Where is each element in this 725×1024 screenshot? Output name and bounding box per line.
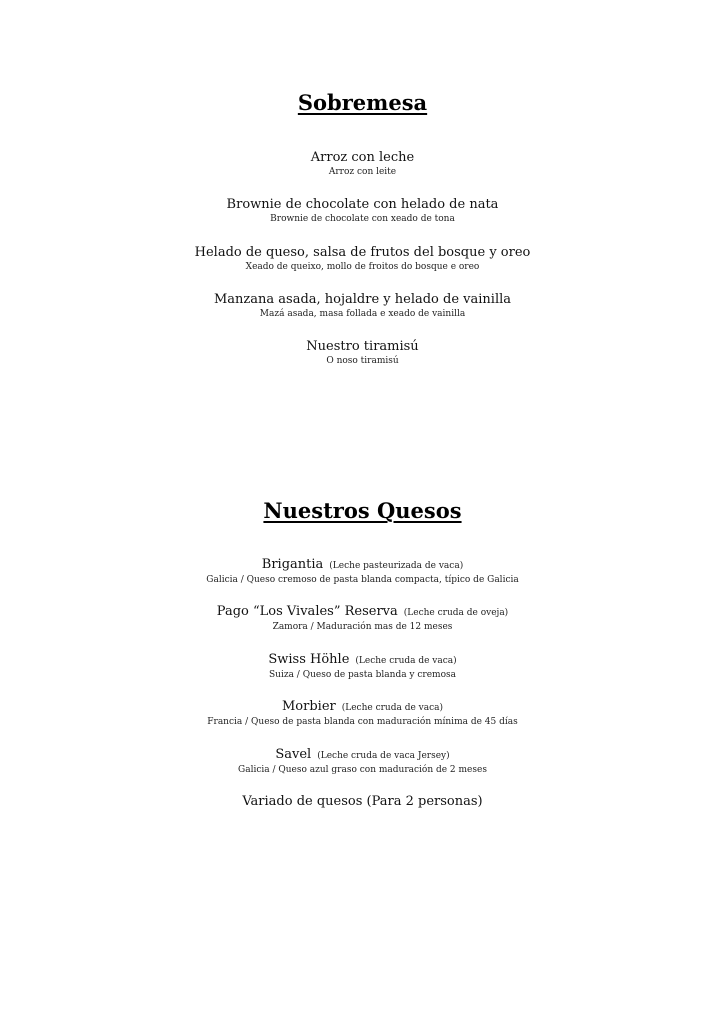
cheese-name: Savel — [275, 747, 312, 762]
cheese-name: Morbier — [281, 699, 336, 714]
dessert-item — [0, 292, 725, 320]
dessert-name: Helado de queso, salsa de frutos del bosque y oreo — [194, 245, 531, 260]
dessert-name: Brownie de chocolate con helado de nata — [226, 197, 499, 212]
cheese-item — [0, 699, 725, 728]
cheese-item — [0, 557, 725, 586]
dessert-item — [0, 150, 725, 178]
dessert-subtitle: O noso tiramisú — [326, 356, 399, 366]
cheese-name: Swiss Höhle — [268, 652, 350, 667]
cheese-milk: (Leche cruda de oveja) — [403, 608, 509, 618]
cheese-description: Galicia / Queso cremoso de pasta blanda compacta, típico de Galicia — [206, 575, 519, 585]
dessert-subtitle: Brownie de chocolate con xeado de tona — [270, 214, 455, 224]
dessert-subtitle: Xeado de queixo, mollo de froitos do bosque e oreo — [245, 262, 480, 272]
dessert-item — [0, 245, 725, 273]
cheese-description: Suiza / Queso de pasta blanda y cremosa — [269, 670, 456, 680]
cheese-description: Zamora / Maduración mas de 12 meses — [272, 622, 453, 632]
cheese-description: Francia / Queso de pasta blanda con maduración mínima de 45 días — [207, 717, 518, 727]
cheese-assortment — [0, 794, 725, 810]
cheese-item — [0, 604, 725, 633]
dessert-name: Arroz con leche — [310, 150, 415, 165]
desserts-title: Sobremesa — [297, 90, 428, 115]
cheese-milk: (Leche cruda de vaca) — [355, 656, 457, 666]
cheeses-title: Nuestros Quesos — [263, 498, 462, 523]
dessert-subtitle: Arroz con leite — [328, 167, 397, 177]
cheese-name: Pago “Los Vivales” Reserva — [216, 604, 398, 619]
dessert-item — [0, 339, 725, 367]
dessert-item — [0, 197, 725, 225]
dessert-name: Nuestro tiramisú — [306, 339, 419, 354]
cheese-milk: (Leche cruda de vaca) — [341, 703, 444, 713]
cheese-milk: (Leche pasteurizada de vaca) — [329, 561, 464, 571]
cheese-item — [0, 747, 725, 776]
cheese-description: Galicia / Queso azul graso con maduración de 2 meses — [238, 765, 487, 775]
cheese-name: Brigantia — [261, 557, 324, 572]
dessert-subtitle: Mazá asada, masa follada e xeado de vainilla — [259, 309, 466, 319]
cheese-assortment-label: Variado de quesos (Para 2 personas) — [242, 794, 483, 809]
cheese-item — [0, 652, 725, 681]
dessert-name: Manzana asada, hojaldre y helado de vainilla — [213, 292, 512, 307]
cheese-milk: (Leche cruda de vaca Jersey) — [317, 751, 450, 761]
